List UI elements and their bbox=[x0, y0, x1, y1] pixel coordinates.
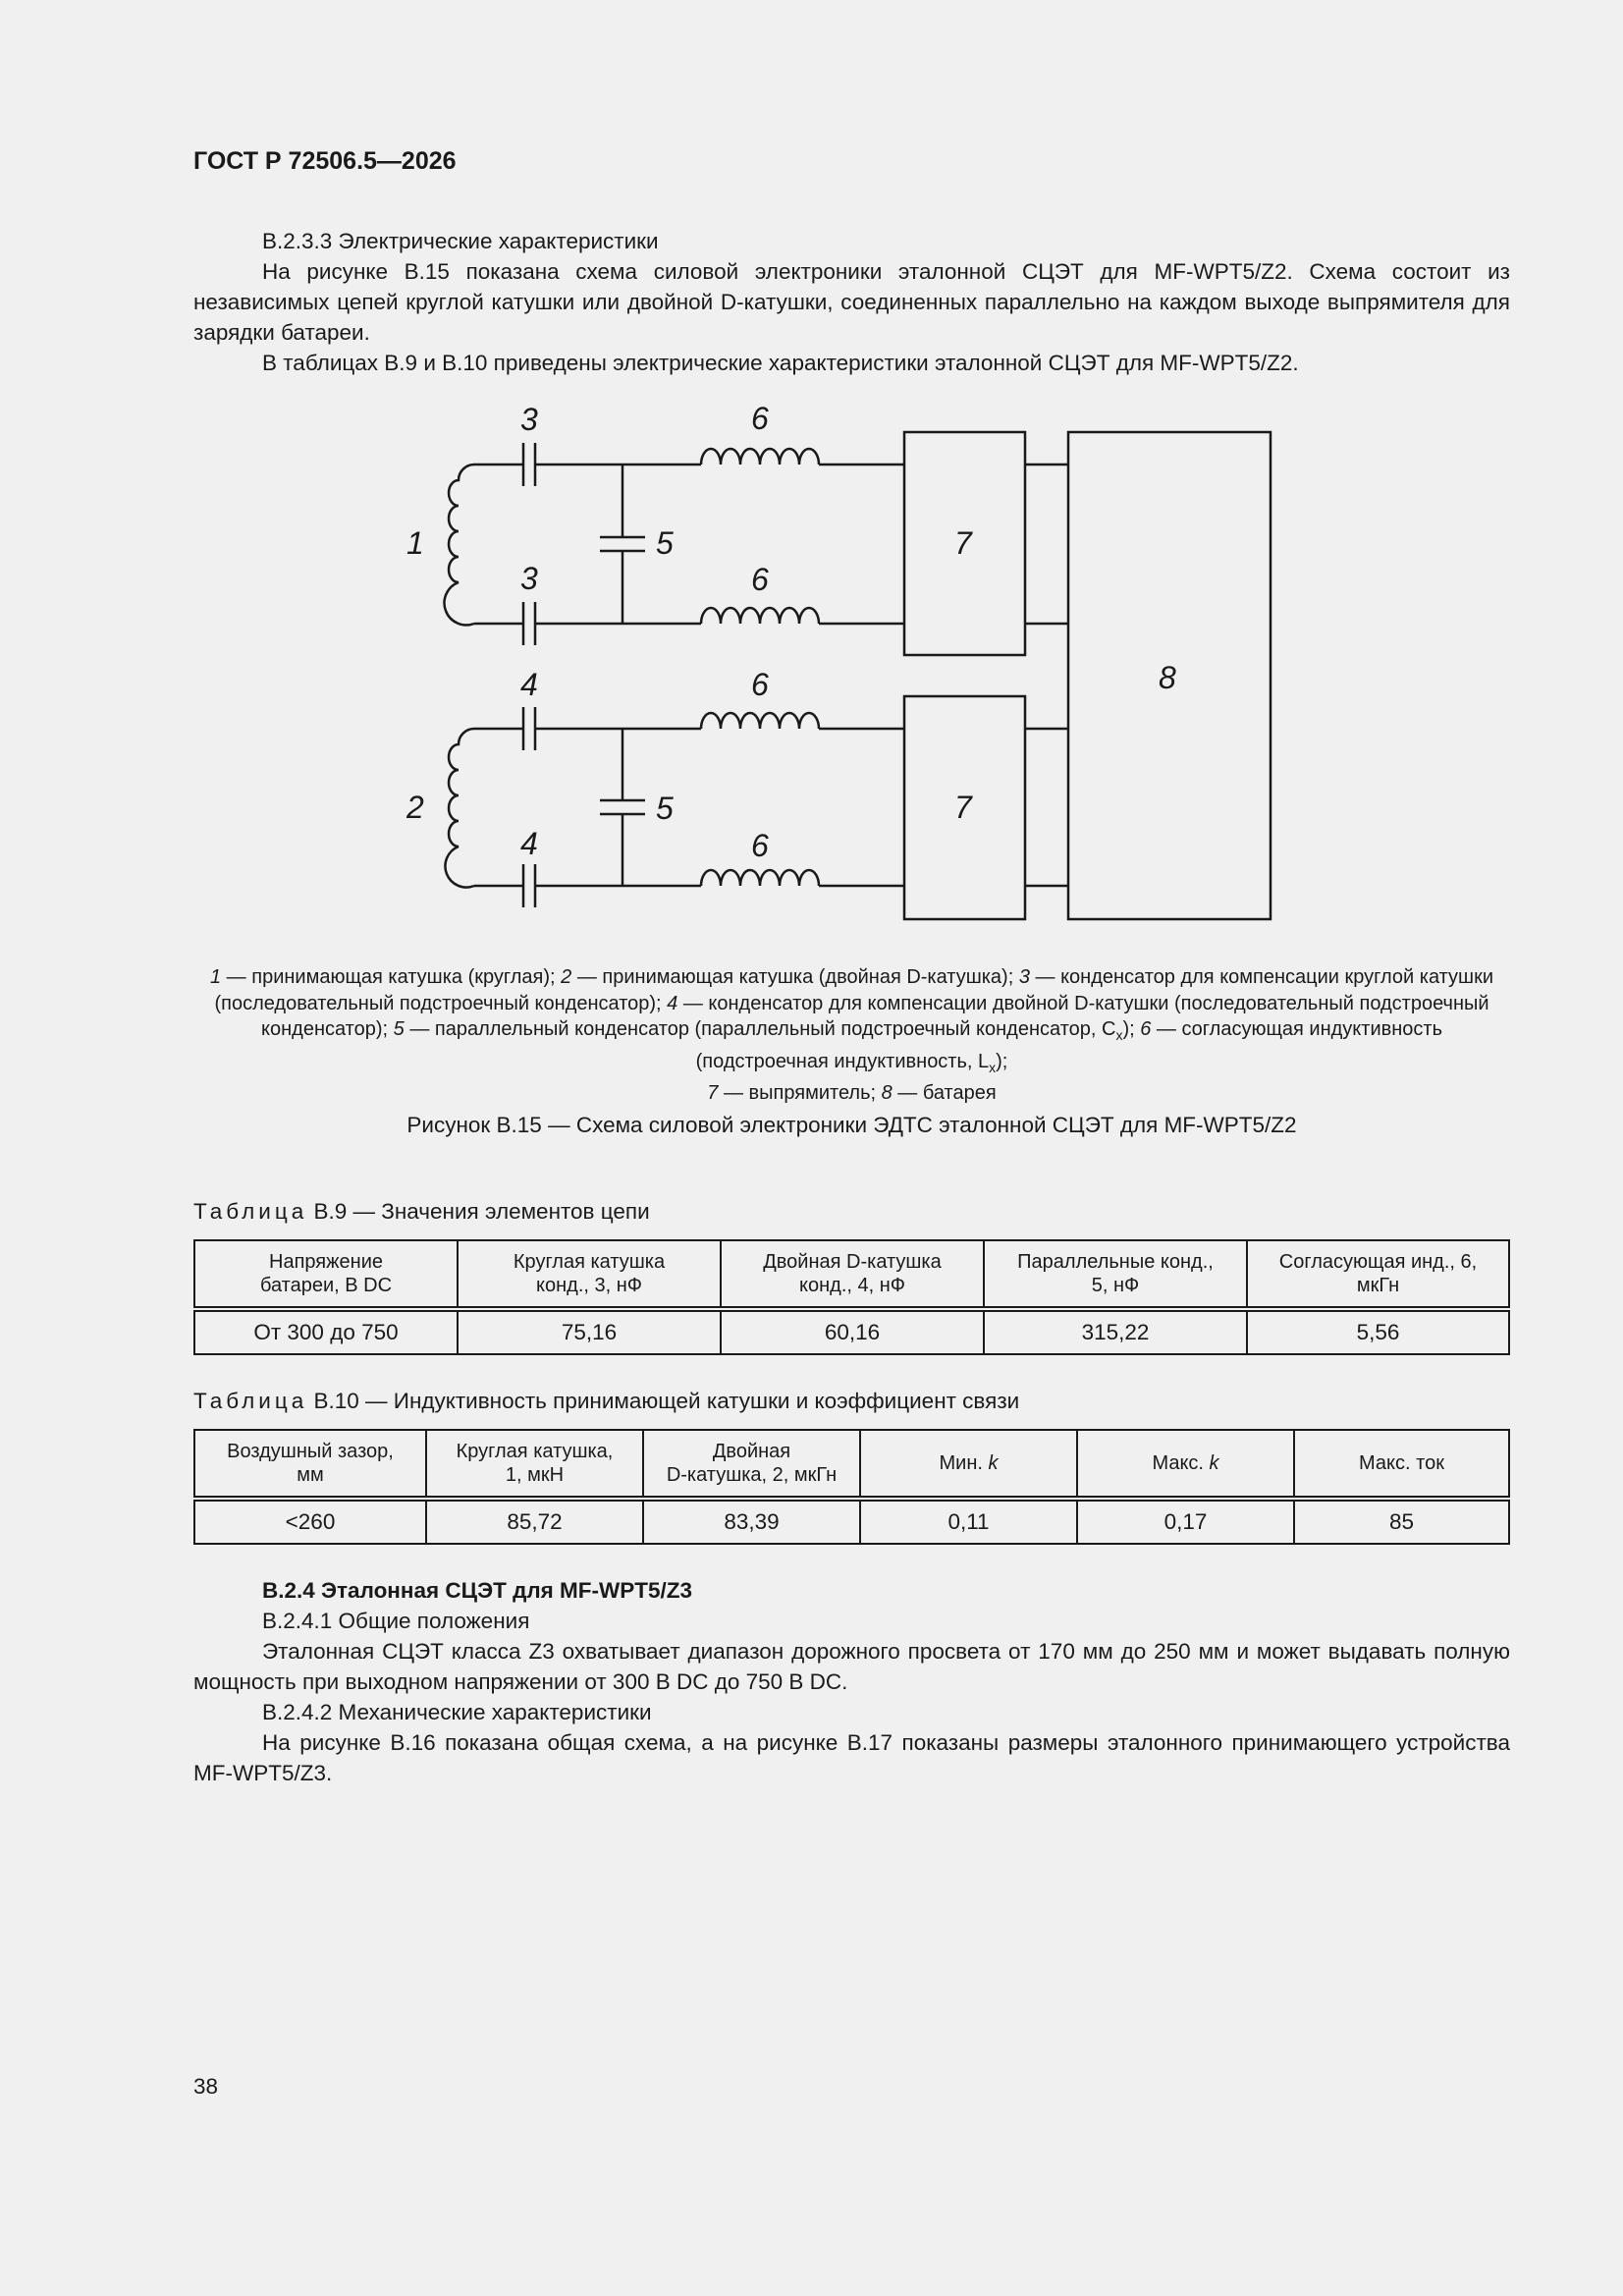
paragraph: На рисунке В.15 показана схема силовой электроники эталонной СЦЭТ для MF-WPT5/Z2. Схема состоит из независимых цепей круглой катушки или двойной D-катушки, соединенных параллельно на каждом выходе выпрямителя для зарядки батареи. bbox=[193, 259, 1510, 345]
figure-legend: 1 — принимающая катушка (круглая); 2 — принимающая катушка (двойная D-катушка); 3 — конденсатор для компенсации круглой катушки (последовательный подстроечный конденсатор); 4 — конденсатор для компенсации двойной D-катушки (последовательный подстроечный конденсатор); 5 — параллельный конденсатор (параллельный подстроечный конденсатор, $C_x$); 6 — согласующая индуктивность (подстроечная индуктивность, $L_x$); 7 — выпрямитель; 8 — батарея bbox=[210, 966, 1493, 1104]
label-coil-1: 1 bbox=[406, 525, 424, 561]
section-b24 bbox=[193, 1575, 1510, 1788]
table-header-cell: Мин. k bbox=[860, 1430, 1077, 1499]
table-header-row bbox=[194, 1240, 1509, 1309]
section-heading: В.2.4 Эталонная СЦЭТ для MF-WPT5/Z3 bbox=[262, 1578, 693, 1603]
table-row bbox=[194, 1499, 1509, 1544]
table-header-cell: Параллельные конд., 5, нФ bbox=[984, 1240, 1247, 1309]
table-cell: 85,72 bbox=[426, 1499, 643, 1544]
table-cell: 60,16 bbox=[721, 1309, 984, 1354]
label-inductor-6-4: 6 bbox=[751, 828, 769, 863]
series-capacitor-3-bottom bbox=[523, 602, 535, 645]
table10 bbox=[193, 1429, 1510, 1545]
table-cell: 75,16 bbox=[458, 1309, 721, 1354]
series-capacitor-3-top bbox=[523, 443, 535, 486]
document-header: ГОСТ Р 72506.5—2026 bbox=[193, 147, 457, 175]
table-row bbox=[194, 1309, 1509, 1354]
section-heading: В.2.3.3 Электрические характеристики bbox=[262, 229, 659, 253]
inductor-6-2 bbox=[701, 608, 819, 624]
receiving-coil-round bbox=[445, 465, 474, 625]
parallel-capacitor-5-top bbox=[600, 465, 645, 624]
table-header-cell: Согласующая инд., 6, мкГн bbox=[1247, 1240, 1509, 1309]
inductor-6-1 bbox=[701, 449, 819, 465]
parallel-capacitor-5-bottom bbox=[600, 729, 645, 886]
label-cap-5-bottom: 5 bbox=[656, 791, 674, 826]
label-battery: 8 bbox=[1159, 660, 1176, 695]
table9 bbox=[193, 1239, 1510, 1355]
table-cell: От 300 до 750 bbox=[194, 1309, 458, 1354]
series-capacitor-4-bottom bbox=[523, 864, 535, 907]
receiving-coil-d bbox=[445, 729, 474, 888]
label-coil-2: 2 bbox=[406, 790, 424, 825]
table-header-cell: Напряжение батареи, В DC bbox=[194, 1240, 458, 1309]
table-header-cell: Макс. k bbox=[1077, 1430, 1294, 1499]
figure-caption: Рисунок В.15 — Схема силовой электроники ЭДТС эталонной СЦЭТ для MF-WPT5/Z2 bbox=[406, 1113, 1297, 1137]
table-header-cell: Воздушный зазор, мм bbox=[194, 1430, 426, 1499]
table-cell: 5,56 bbox=[1247, 1309, 1509, 1354]
table-header-cell: Макс. ток bbox=[1294, 1430, 1509, 1499]
inductor-6-3 bbox=[701, 713, 819, 729]
table-cell: 0,17 bbox=[1077, 1499, 1294, 1544]
subsection-heading: В.2.4.2 Механические характеристики bbox=[262, 1700, 652, 1724]
table-header-cell: Двойная D-катушка, 2, мкГн bbox=[643, 1430, 860, 1499]
page-number: 38 bbox=[193, 2074, 219, 2099]
label-inductor-6-2: 6 bbox=[751, 562, 769, 597]
label-inductor-6-1: 6 bbox=[751, 401, 769, 436]
label-cap-3-top: 3 bbox=[520, 402, 538, 437]
label-cap-3-bottom: 3 bbox=[520, 561, 538, 596]
table-cell: 0,11 bbox=[860, 1499, 1077, 1544]
circuit-diagram bbox=[0, 0, 1623, 943]
paragraph: На рисунке В.16 показана общая схема, а на рисунке В.17 показаны размеры эталонного принимающего устройства MF-WPT5/Z3. bbox=[193, 1730, 1510, 1785]
table-cell: <260 bbox=[194, 1499, 426, 1544]
table9-caption: Таблица В.9 — Значения элементов цепи bbox=[193, 1199, 650, 1224]
table-header-cell: Круглая катушка конд., 3, нФ bbox=[458, 1240, 721, 1309]
label-cap-4-top: 4 bbox=[520, 667, 538, 702]
paragraph: В таблицах В.9 и В.10 приведены электрические характеристики эталонной СЦЭТ для MF-WPT5/Z2. bbox=[262, 351, 1299, 375]
label-inductor-6-3: 6 bbox=[751, 667, 769, 702]
label-cap-5-top: 5 bbox=[656, 525, 674, 561]
table-header-cell: Двойная D-катушка конд., 4, нФ bbox=[721, 1240, 984, 1309]
table-cell: 315,22 bbox=[984, 1309, 1247, 1354]
table-header-cell: Круглая катушка, 1, мкН bbox=[426, 1430, 643, 1499]
series-capacitor-4-top bbox=[523, 707, 535, 750]
table-cell: 85 bbox=[1294, 1499, 1509, 1544]
label-rectifier-bottom: 7 bbox=[954, 790, 972, 825]
table-header-row bbox=[194, 1430, 1509, 1499]
label-rectifier-top: 7 bbox=[954, 525, 972, 561]
table10-caption: Таблица В.10 — Индуктивность принимающей катушки и коэффициент связи bbox=[193, 1389, 1020, 1413]
label-cap-4-bottom: 4 bbox=[520, 826, 538, 861]
subsection-heading: В.2.4.1 Общие положения bbox=[262, 1609, 530, 1633]
inductor-6-4 bbox=[701, 870, 819, 886]
table-cell: 83,39 bbox=[643, 1499, 860, 1544]
paragraph: Эталонная СЦЭТ класса Z3 охватывает диапазон дорожного просвета от 170 мм до 250 мм и может выдавать полную мощность при выходном напряжении от 300 В DC до 750 В DC. bbox=[193, 1639, 1510, 1694]
